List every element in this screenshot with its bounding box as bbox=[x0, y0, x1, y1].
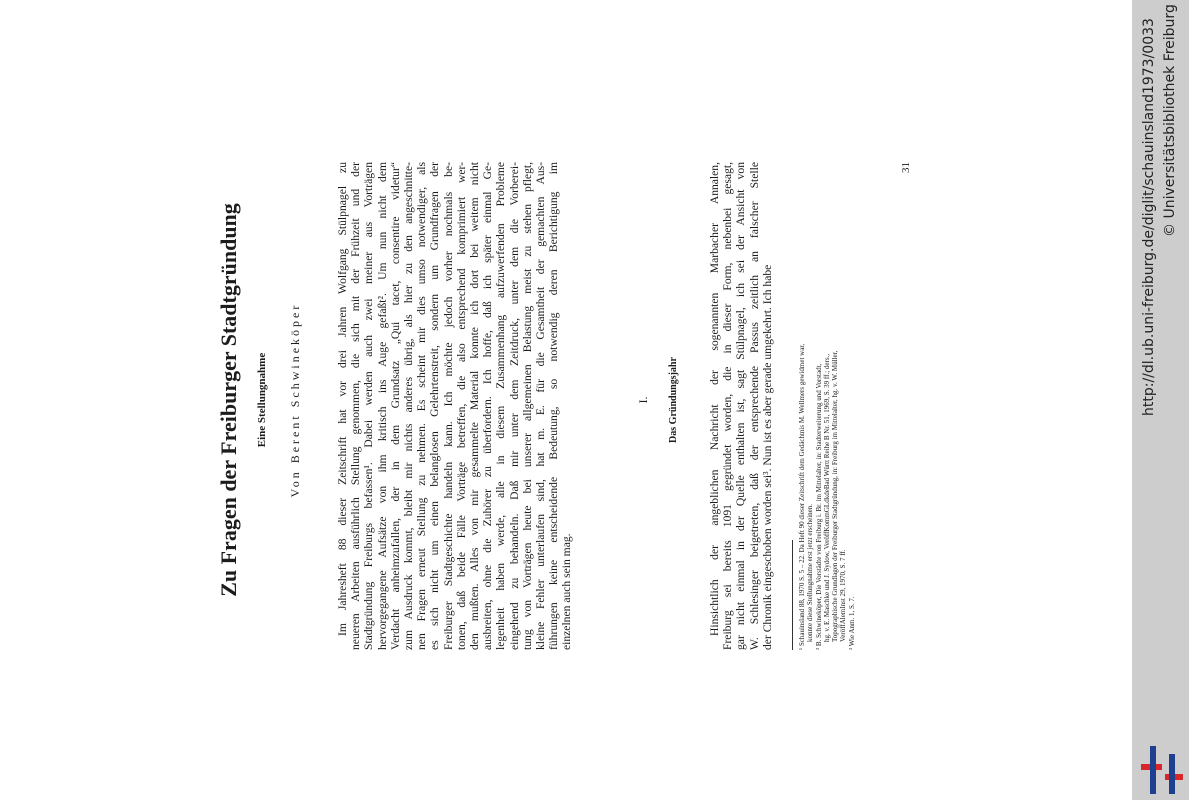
footnote-line: ² B. Schwineköper, Die Vorstädte von Freiburg i. Br. im Mittelalter, in: Stadterweiterung und Vorstadt, bbox=[814, 363, 823, 650]
copyright-notice: © Universitätsbibliothek Freiburg bbox=[1162, 4, 1178, 237]
text-line: der Chronik eingeschoben worden sei³. Nun ist es aber gerade umgekehrt. Ich habe bbox=[760, 264, 774, 650]
ub-freiburg-logo-icon bbox=[1141, 746, 1183, 794]
text-line: es sich nicht um einen belanglosen Gelehrtenstreit, sondern um Grundfragen der bbox=[428, 162, 442, 650]
text-line: tung von Vorträgen heute bei unserer allgemeinen Belastung meist zu stehen pflegt, bbox=[520, 162, 534, 650]
author-byline: Von Berent Schwineköper bbox=[288, 302, 302, 498]
text-line: führungen keine entscheidende Bedeutung, so notwendig deren Berichtigung im bbox=[547, 162, 561, 650]
article-title: Zu Fragen der Freiburger Stadtgründung bbox=[216, 203, 241, 597]
footnotes bbox=[798, 162, 856, 650]
text-line: Stadtgründung Freiburgs befassen¹. Dabei werden auch zwei meiner aus Vorträgen bbox=[362, 162, 376, 650]
footnote-line: konnte diese Stellungnahme erst jetzt erscheinen. bbox=[806, 503, 815, 642]
article-subtitle: Eine Stellungnahme bbox=[256, 352, 268, 448]
section-number: I. bbox=[636, 396, 650, 404]
footnote-line: ¹ Schauinsland 88, 1970 S. 5 – 22. Da Heft 90 dieser Zeitschrift dem Gedächtnis M. Wellmers gewidmet war, bbox=[798, 343, 806, 650]
page-number: 31 bbox=[900, 162, 912, 173]
footnote-line: VeröffAlemInst 29, 1970, S. 7 ff. bbox=[839, 549, 848, 642]
text-line: Verdacht anheimzufallen, der in dem Grundsatz „Qui tacet, consentire videtur“ bbox=[388, 162, 402, 650]
text-line: nen Fragen erneut Stellung zu nehmen. Es scheint mir dies umso notwendiger, als bbox=[415, 162, 429, 650]
paragraph-intro bbox=[336, 162, 574, 650]
section-heading: Das Gründungsjahr bbox=[668, 357, 679, 443]
text-line: Freiburger Stadtgeschichte handeln kann. Ich möchte jedoch vorher nochmals be- bbox=[441, 162, 455, 650]
text-line: Freiburg sei bereits 1091 gegründet worden, die in dieser Form, nebenbei gesagt, bbox=[721, 162, 735, 650]
footnote-line: ³ Wie Anm. 1, S. 7. bbox=[847, 596, 856, 650]
text-line: kleine Fehler unterlaufen sind, hat m. E. für die Gesamtheit der gemachten Aus- bbox=[534, 162, 548, 650]
text-line: Im Jahresheft 88 dieser Zeitschrift hat vor drei Jahren Wolfgang Stülpnagel zu bbox=[336, 162, 349, 636]
source-url-link[interactable]: http://dl.ub.uni-freiburg.de/diglit/schauinsland1973/0033 bbox=[1141, 18, 1157, 416]
text-line: ausbreiten, ohne die Zuhörer zu überfordern. Ich hoffe, daß ich später einmal Ge- bbox=[481, 162, 495, 650]
text-line: tonen, daß beide Fälle Vorträge betreffen, die also entsprechend komprimiert wer- bbox=[454, 162, 468, 650]
footnote-line: hg. v. E. Maschke und J. Sydow, VeröffKommGLdkdeBad Württ Reihe B Nr. 51, 1969, S. 39 ff.; ders., bbox=[822, 353, 831, 642]
text-line: hervorgegangene Aufsätze von ihm kritisch ins Auge gefaßt². Um nun nicht dem bbox=[375, 162, 389, 650]
text-line: neueren Arbeiten ausführlich Stellung genommen, die sich mit der Frühzeit und der bbox=[349, 162, 363, 650]
text-line: eingehend zu behandeln. Daß mir unter dem Zeitdruck, unter dem die Vorberei- bbox=[507, 162, 521, 650]
text-line: einzelnen auch sein mag. bbox=[560, 533, 574, 650]
paragraph-gruendungsjahr bbox=[708, 162, 774, 650]
text-line: Hinsichtlich der angeblichen Nachricht der sogenannten Marbacher Annalen, bbox=[708, 162, 721, 636]
text-line: den mußten. Alles von mir gesammelte Material konnte ich dort bei weitem nicht bbox=[468, 162, 482, 650]
text-line: W. Schlesinger beigetreten, daß der entsprechende Passus zeitlich an falscher Stelle bbox=[747, 162, 761, 650]
footnote-line: Topographische Grundlagen der Freiburger Stadtgründung, in: Freiburg im Mittelalter, hg. v. W. Müller, bbox=[831, 350, 840, 642]
text-line: zum Ausdruck kommt, bleibt mir nichts anderes übrig, als hier zu den angeschnitte- bbox=[402, 162, 416, 650]
text-line: gar nicht einmal in der Quelle enthalten ist, sagt Stülpnagel, ich sei der Ansicht von bbox=[734, 162, 748, 650]
text-line: legenheit haben werde, alle in diesem Zusammenhang aufzuwerfenden Probleme bbox=[494, 162, 508, 650]
footnote-divider bbox=[792, 540, 793, 650]
rotated-page-content bbox=[120, 50, 1120, 750]
